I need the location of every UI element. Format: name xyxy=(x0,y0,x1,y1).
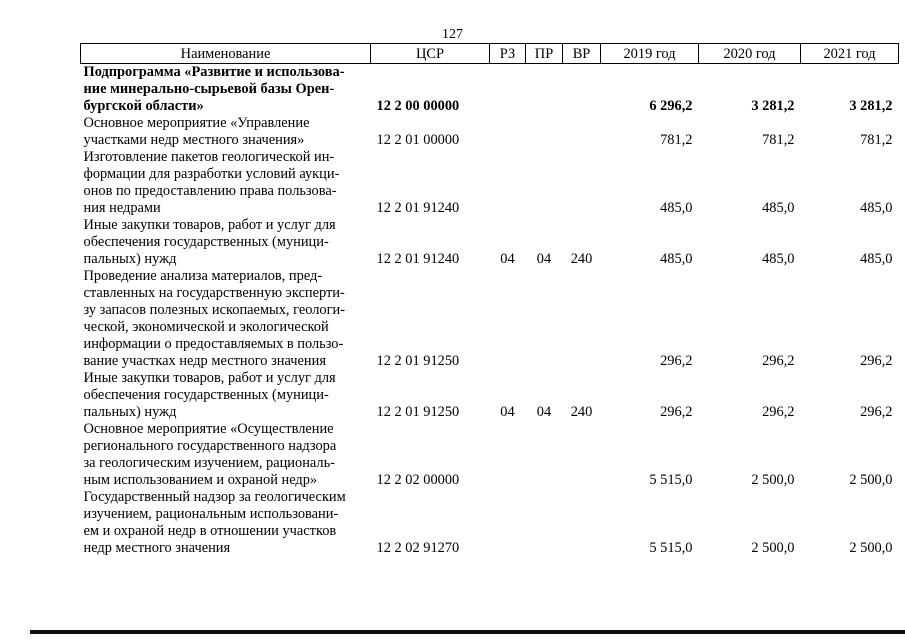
table-row xyxy=(81,370,899,421)
row-rz xyxy=(490,149,526,217)
row-csr: 12 2 01 91240 xyxy=(376,251,460,267)
row-2020: 2 500,0 xyxy=(751,540,795,556)
header-rz: РЗ xyxy=(490,44,526,64)
row-2021: 296,2 xyxy=(860,404,893,420)
row-csr: 12 2 02 00000 xyxy=(376,472,460,488)
header-name: Наименование xyxy=(81,44,371,64)
row-2021: 485,0 xyxy=(860,251,893,267)
budget-table xyxy=(80,43,899,557)
row-2021: 781,2 xyxy=(860,132,893,148)
row-pr: 04 xyxy=(536,404,552,420)
bottom-border-rule xyxy=(30,630,905,634)
row-pr xyxy=(526,115,563,149)
row-vr xyxy=(563,421,601,489)
row-pr xyxy=(526,64,563,116)
row-2021: 2 500,0 xyxy=(849,472,893,488)
row-2020: 2 500,0 xyxy=(751,472,795,488)
row-2021: 2 500,0 xyxy=(849,540,893,556)
row-2019: 485,0 xyxy=(660,200,693,216)
page-number: 127 xyxy=(442,27,463,42)
row-vr xyxy=(563,149,601,217)
row-csr: 12 2 02 91270 xyxy=(376,540,460,556)
row-2019: 5 515,0 xyxy=(649,472,693,488)
row-2020: 296,2 xyxy=(762,404,795,420)
header-vr: ВР xyxy=(563,44,601,64)
row-pr xyxy=(526,489,563,557)
table-row xyxy=(81,489,899,557)
row-2019: 485,0 xyxy=(660,251,693,267)
row-2021: 3 281,2 xyxy=(849,98,893,114)
row-2019: 296,2 xyxy=(660,404,693,420)
row-pr xyxy=(526,268,563,370)
row-vr xyxy=(563,268,601,370)
row-csr: 12 2 00 00000 xyxy=(376,98,460,114)
table-row xyxy=(81,64,899,116)
row-pr: 04 xyxy=(536,251,552,267)
row-vr: 240 xyxy=(570,251,593,267)
row-2020: 485,0 xyxy=(762,200,795,216)
row-2021: 296,2 xyxy=(860,353,893,369)
row-name: Иные закупки товаров, работ и услуг для обеспечения государственных (муници- пальных) нужд xyxy=(83,370,336,420)
row-name: Основное мероприятие «Управление участками недр местного значения» xyxy=(83,115,310,148)
row-rz: 04 xyxy=(500,251,515,267)
row-vr xyxy=(563,489,601,557)
header-2021: 2021 год xyxy=(801,44,899,64)
row-csr: 12 2 01 91250 xyxy=(376,353,460,369)
row-2020: 296,2 xyxy=(762,353,795,369)
row-2019: 5 515,0 xyxy=(649,540,693,556)
header-2020: 2020 год xyxy=(699,44,801,64)
row-rz xyxy=(490,489,526,557)
row-name: Государственный надзор за геологическим изучением, рациональным использовани- ем и охраной недр в отношении участков недр местного значения xyxy=(83,489,346,556)
row-name: Иные закупки товаров, работ и услуг для обеспечения государственных (муници- пальных) нужд xyxy=(83,217,336,267)
table-row xyxy=(81,421,899,489)
row-pr xyxy=(526,421,563,489)
row-2019: 296,2 xyxy=(660,353,693,369)
table-header xyxy=(81,44,899,64)
row-2019: 6 296,2 xyxy=(649,98,693,114)
table-body xyxy=(81,64,899,558)
row-csr: 12 2 01 91250 xyxy=(376,404,460,420)
row-name: Подпрограмма «Развитие и использова- ние минерально-сырьевой базы Орен- бургской области» xyxy=(83,64,345,114)
row-csr: 12 2 01 91240 xyxy=(376,200,460,216)
row-rz xyxy=(490,421,526,489)
table-row xyxy=(81,115,899,149)
row-vr xyxy=(563,115,601,149)
row-rz xyxy=(490,64,526,116)
row-name: Изготовление пакетов геологической ин- формации для разработки условий аукци- онов по предоставлению права пользова- ния недрами xyxy=(83,149,340,216)
table-row xyxy=(81,217,899,268)
row-rz xyxy=(490,115,526,149)
row-2020: 3 281,2 xyxy=(751,98,795,114)
header-csr: ЦСР xyxy=(371,44,490,64)
row-rz: 04 xyxy=(500,404,515,420)
row-pr xyxy=(526,149,563,217)
row-2019: 781,2 xyxy=(660,132,693,148)
row-name: Проведение анализа материалов, пред- ставленных на государственную эксперти- зу запасов полезных ископаемых, геологи- ческой, экономической и экологической информации о предоставляемых в пользо- вание участках недр местного значения xyxy=(83,268,345,369)
row-2021: 485,0 xyxy=(860,200,893,216)
header-2019: 2019 год xyxy=(601,44,699,64)
table-row xyxy=(81,268,899,370)
row-vr xyxy=(563,64,601,116)
row-vr: 240 xyxy=(570,404,593,420)
row-rz xyxy=(490,268,526,370)
row-2020: 485,0 xyxy=(762,251,795,267)
row-2020: 781,2 xyxy=(762,132,795,148)
row-name: Основное мероприятие «Осуществление регионального государственного надзора за геологическим изучением, рациональ- ным использованием и охраной недр» xyxy=(83,421,337,488)
header-pr: ПР xyxy=(526,44,563,64)
table-row xyxy=(81,149,899,217)
row-csr: 12 2 01 00000 xyxy=(376,132,460,148)
